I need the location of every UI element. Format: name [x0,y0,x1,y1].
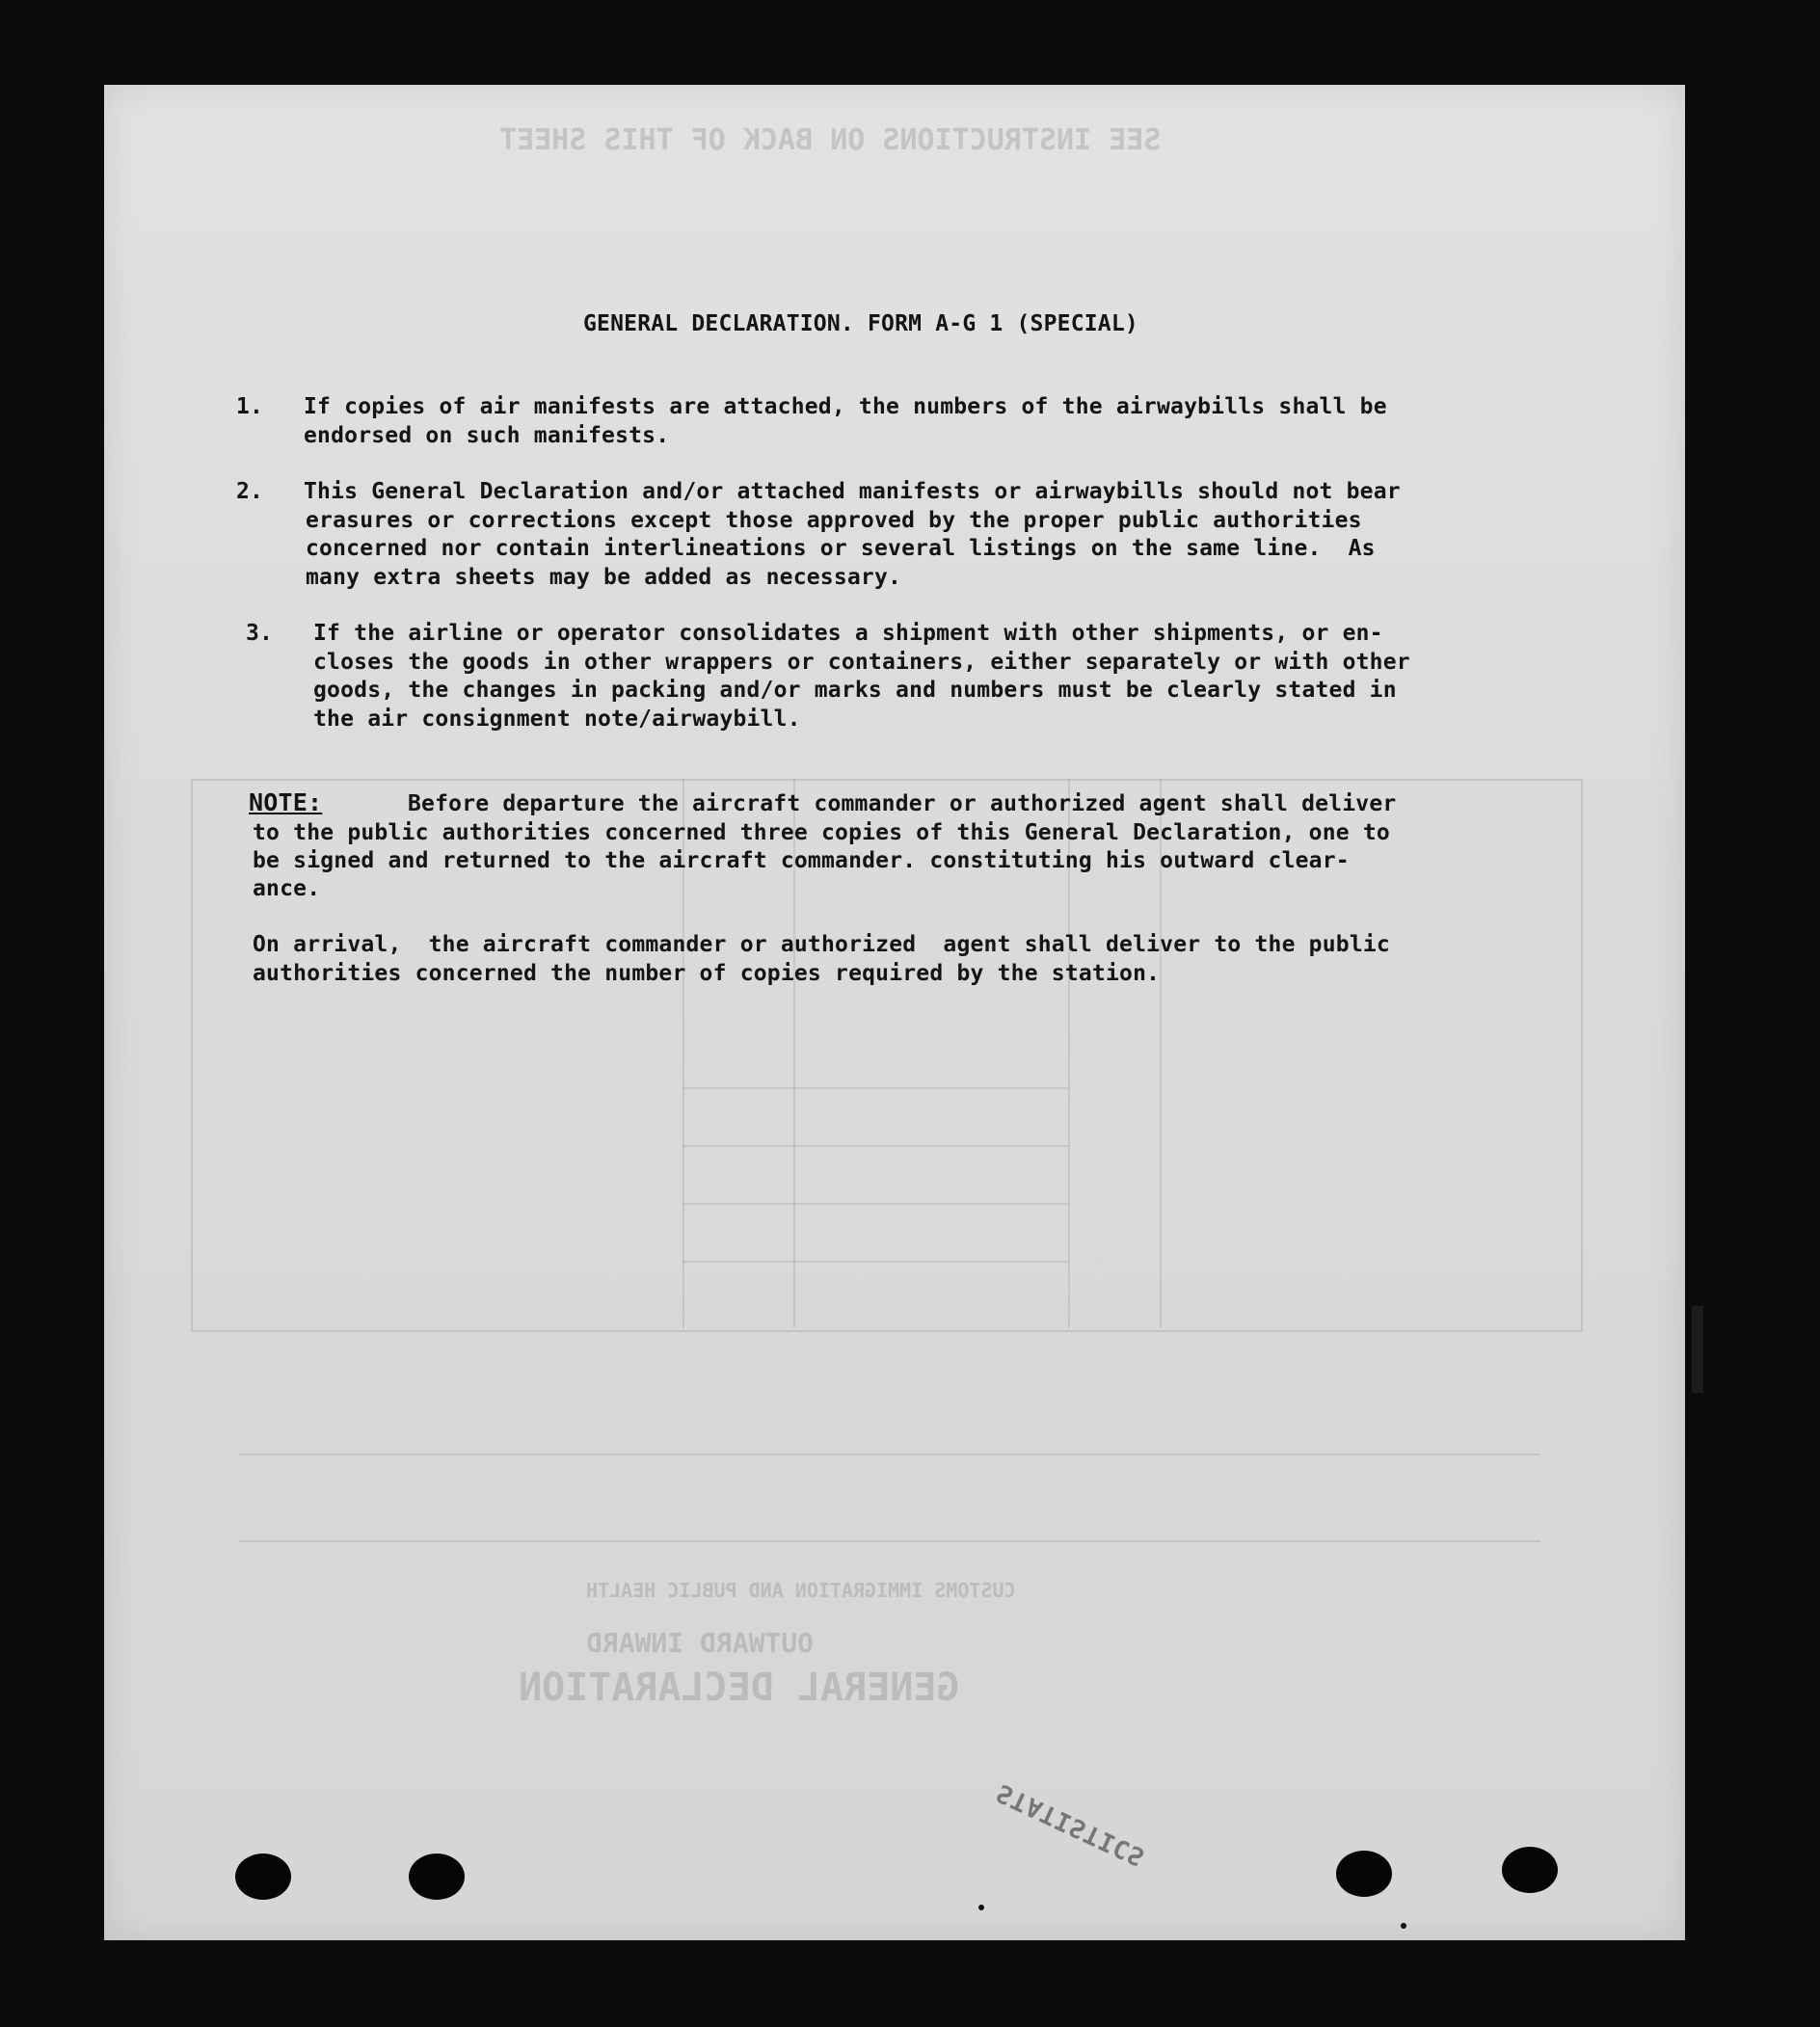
item-line: endorsed on such manifests. [304,423,670,448]
note-line: be signed and returned to the aircraft commander. constituting his outward clear- [253,848,1350,873]
document-page [104,85,1685,1940]
item-line: erasures or corrections except those approved by the proper public authorities [306,508,1362,533]
speck [1401,1923,1406,1929]
item-line: many extra sheets may be added as necessary. [306,565,902,590]
item-line: goods, the changes in packing and/or marks and numbers must be clearly stated in [313,678,1397,703]
bleed-through-rule [682,1145,1068,1147]
bleed-through-rule [682,1203,1068,1205]
note-label: NOTE: [249,788,323,816]
punch-hole [1502,1847,1558,1893]
page-edge-tab [1692,1306,1703,1393]
item-line: closes the goods in other wrappers or containers, either separately or with other [313,650,1410,675]
item-line: concerned nor contain interlineations or several listings on the same line. As [306,536,1376,561]
bleed-through-rule [682,1261,1068,1263]
item-line: If copies of air manifests are attached, the numbers of the airwaybills shall be [304,394,1387,419]
bleed-through-stamp: STATISTICS [992,1777,1151,1872]
bleed-through-rule [239,1540,1540,1542]
bleed-through-text: SEE INSTRUCTIONS ON BACK OF THIS SHEET [499,123,1162,157]
item-line: the air consignment note/airwaybill. [313,707,801,732]
item-number: 2. [236,479,264,504]
punch-hole [409,1854,465,1900]
arrival-line: authorities concerned the number of copies required by the station. [253,961,1161,986]
bleed-through-rule [239,1454,1540,1455]
item-number: 1. [236,394,264,419]
arrival-line: On arrival, the aircraft commander or authorized agent shall deliver to the public [253,932,1390,957]
item-line: If the airline or operator consolidates a shipment with other shipments, or en- [313,621,1383,646]
bleed-through-text: CUSTOMS IMMIGRATION AND PUBLIC HEALTH [586,1579,1016,1602]
item-number: 3. [246,621,274,646]
bleed-through-rule [682,1087,1068,1089]
note-line: Before departure the aircraft commander or authorized agent shall deliver [408,791,1397,816]
punch-hole [235,1854,291,1900]
punch-hole [1336,1851,1392,1897]
speck [978,1905,984,1910]
item-line: This General Declaration and/or attached manifests or airwaybills should not bear [304,479,1401,504]
note-line: to the public authorities concerned three copies of this General Declaration, one to [253,820,1390,845]
document-title: GENERAL DECLARATION. FORM A-G 1 (SPECIAL) [583,311,1138,336]
note-line: ance. [253,876,321,901]
bleed-through-text: GENERAL DECLARATION [519,1666,960,1710]
bleed-through-text: OUTWARD INWARD [586,1627,815,1659]
